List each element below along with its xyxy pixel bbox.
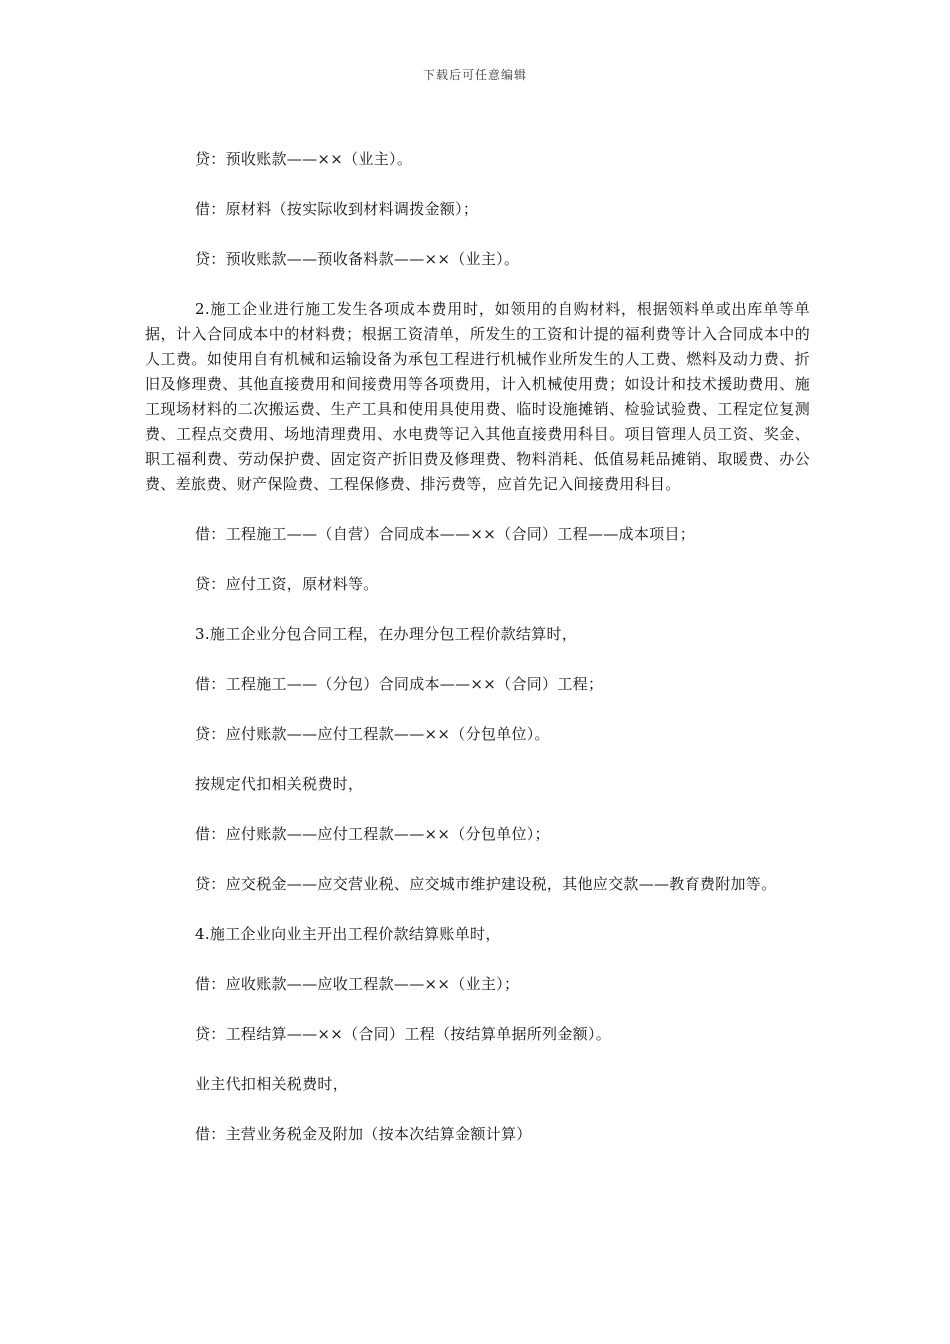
paragraph: 贷：预收账款——××（业主）。: [195, 150, 413, 168]
paragraph: 贷：应交税金——应交营业税、应交城市维护建设税，其他应交款——教育费附加等。: [195, 875, 777, 893]
paragraph: 贷：预收账款——预收备料款——××（业主）。: [195, 250, 520, 268]
paragraph: 借：主营业务税金及附加（按本次结算金额计算）: [195, 1125, 532, 1143]
paragraph: 业主代扣相关税费时，: [195, 1075, 349, 1093]
paragraph: 借：应收账款——应收工程款——××（业主）；: [195, 975, 520, 993]
paragraph: 贷：应付工资，原材料等。: [195, 575, 379, 593]
paragraph: 3.施工企业分包合同工程，在办理分包工程价款结算时，: [195, 625, 578, 643]
paragraph: 4.施工企业向业主开出工程价款结算账单时，: [195, 925, 501, 943]
paragraph: 借：工程施工——（分包）合同成本——××（合同）工程；: [195, 675, 604, 693]
document-body: [145, 147, 810, 1172]
paragraph: 按规定代扣相关税费时，: [195, 775, 364, 793]
paragraph: 贷：工程结算——××（合同）工程（按结算单据所列金额）。: [195, 1025, 612, 1043]
paragraph: 贷：应付账款——应付工程款——××（分包单位）。: [195, 725, 550, 743]
paragraph: 借：应付账款——应付工程款——××（分包单位）；: [195, 825, 550, 843]
paragraph: 2.施工企业进行施工发生各项成本费用时，如领用的自购材料，根据领料单或出库单等单据，计入合同成本中的材料费；根据工资清单，所发生的工资和计提的福利费等计入合同成本中的人工费。如使用自有机械和运输设备为承包工程进行机械作业所发生的人工费、燃料及动力费、折旧及修理费、其他直接费用和间接费用等各项费用，计入机械使用费；如设计和技术援助费用、施工现场材料的二次搬运费、生产工具和使用具使用费、临时设施摊销、检验试验费、工程定位复测费、工程点交费用、场地清理费用、水电费等记入其他直接费用科目。项目管理人员工资、奖金、职工福利费、劳动保护费、固定资产折旧费及修理费、物料消耗、低值易耗品摊销、取暖费、办公费、差旅费、财产保险费、工程保修费、排污费等，应首先记入间接费用科目。: [145, 300, 810, 493]
paragraph: 借：工程施工——（自营）合同成本——××（合同）工程——成本项目；: [195, 525, 696, 543]
page-header: 下载后可任意编辑: [422, 68, 527, 82]
paragraph: 借：原材料（按实际收到材料调拨金额）；: [195, 200, 479, 218]
